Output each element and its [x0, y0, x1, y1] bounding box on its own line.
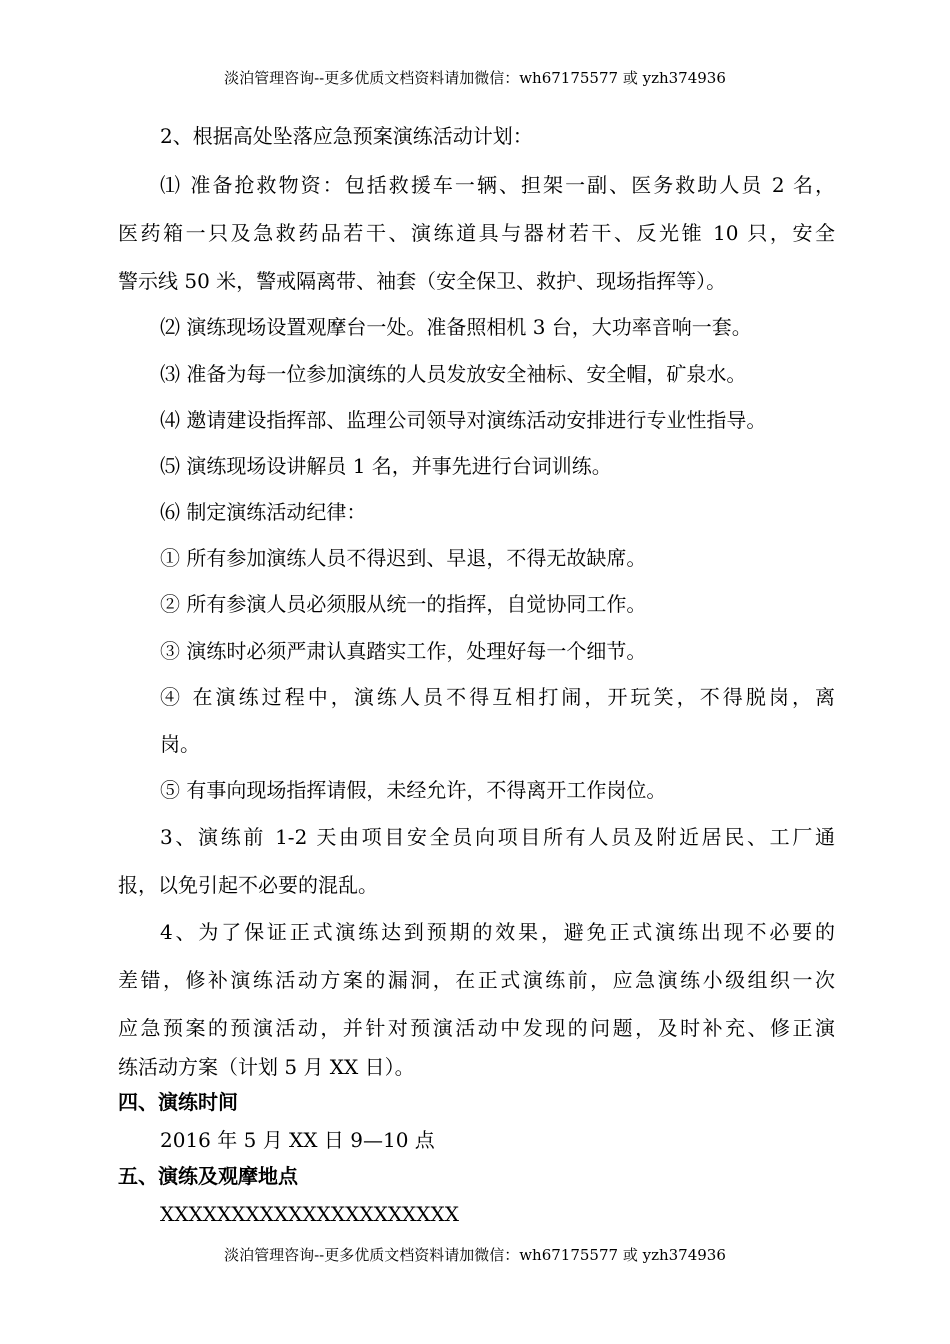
paragraph-3-line-2: 报，以免引起不必要的混乱。 [118, 873, 378, 897]
paragraph-3-line-1: 3、演练前 1-2 天由项目安全员向项目所有人员及附近居民、工厂通 [160, 825, 835, 849]
item-2: ⑵ 演练现场设置观摩台一处。准备照相机 3 台，大功率音响一套。 [160, 315, 752, 339]
rule-5: ⑤ 有事向现场指挥请假，未经允许，不得离开工作岗位。 [160, 778, 667, 802]
item-1-line-3: 警示线 50 米，警戒隔离带、袖套（安全保卫、救护、现场指挥等）。 [118, 269, 727, 293]
plan-title: 2、根据高处坠落应急预案演练活动计划： [160, 124, 533, 148]
section-5-heading: 五、演练及观摩地点 [118, 1164, 298, 1188]
paragraph-4-line-2: 差错，修补演练活动方案的漏洞，在正式演练前，应急演练小级组织一次 [118, 968, 835, 992]
rule-1: ① 所有参加演练人员不得迟到、早退，不得无故缺席。 [160, 546, 647, 570]
item-5: ⑸ 演练现场设讲解员 1 名，并事先进行台词训练。 [160, 454, 612, 478]
item-4: ⑷ 邀请建设指挥部、监理公司领导对演练活动安排进行专业性指导。 [160, 408, 767, 432]
rule-4-line-1: ④ 在演练过程中，演练人员不得互相打闹，开玩笑，不得脱岗，离 [160, 685, 835, 709]
rule-3: ③ 演练时必须严肃认真踏实工作，处理好每一个细节。 [160, 639, 647, 663]
item-1-line-1: ⑴ 准备抢救物资：包括救援车一辆、担架一副、医务救助人员 2 名， [160, 173, 835, 197]
section-5-content: XXXXXXXXXXXXXXXXXXXXX [160, 1202, 460, 1226]
item-6: ⑹ 制定演练活动纪律： [160, 500, 367, 524]
item-3: ⑶ 准备为每一位参加演练的人员发放安全袖标、安全帽，矿泉水。 [160, 362, 747, 386]
section-4-content: 2016 年 5 月 XX 日 9—10 点 [160, 1128, 435, 1152]
page-footer: 淡泊管理咨询--更多优质文档资料请加微信：wh67175577 或 yzh374936 [224, 1246, 726, 1264]
rule-4-line-2: 岗。 [160, 732, 200, 756]
rule-2: ② 所有参演人员必须服从统一的指挥，自觉协同工作。 [160, 592, 647, 616]
item-1-line-2: 医药箱一只及急救药品若干、演练道具与器材若干、反光锥 10 只，安全 [118, 221, 835, 245]
page-header: 淡泊管理咨询--更多优质文档资料请加微信：wh67175577 或 yzh374936 [224, 69, 726, 87]
paragraph-4-line-3: 应急预案的预演活动，并针对预演活动中发现的问题，及时补充、修正演 [118, 1016, 835, 1040]
section-4-heading: 四、演练时间 [118, 1090, 238, 1114]
paragraph-4-line-1: 4、为了保证正式演练达到预期的效果，避免正式演练出现不必要的 [160, 920, 835, 944]
paragraph-4-line-4: 练活动方案（计划 5 月 XX 日）。 [118, 1055, 415, 1079]
